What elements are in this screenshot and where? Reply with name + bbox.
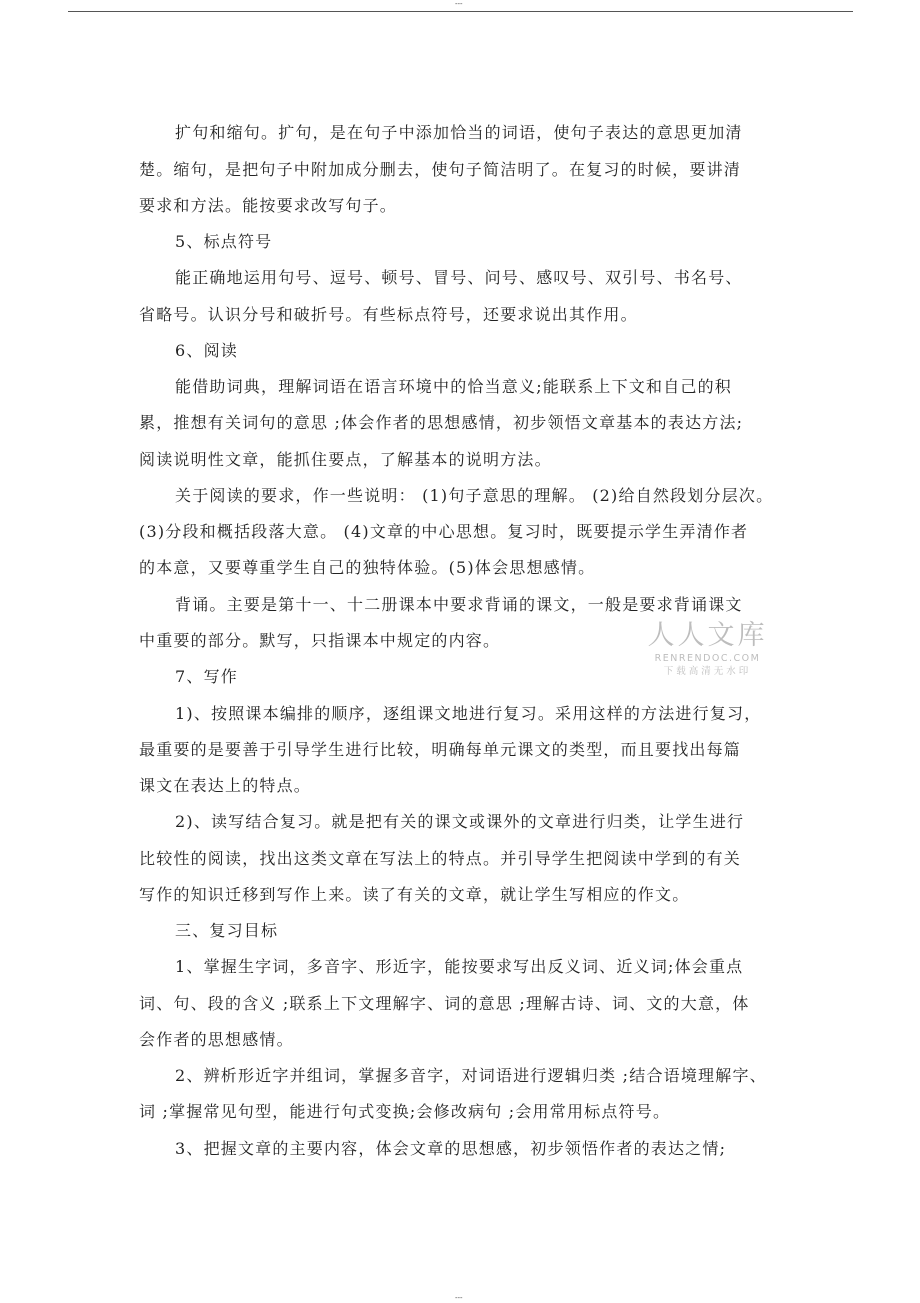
text-line: 3、把握文章的主要内容，体会文章的思想感，初步领悟作者的表达之情;	[175, 1139, 727, 1158]
text-line: 关于阅读的要求，作一些说明： (1)句子意思的理解。 (2)给自然段划分层次。	[175, 486, 774, 505]
watermark-url: RENRENDOC.COM	[654, 653, 761, 664]
text-line: 背诵。主要是第十一、十二册课本中要求背诵的课文，一般是要求背诵课文	[175, 595, 743, 614]
text-line: 2、辨析形近字并组词，掌握多音字，对词语进行逻辑归类 ;结合语境理解字、	[175, 1066, 767, 1085]
watermark-title: 人人文库	[647, 620, 768, 651]
text-line: 能正确地运用句号、逗号、顿号、冒号、问号、感叹号、双引号、书名号、	[175, 268, 743, 287]
text-line: (3)分段和概括段落大意。 (4)文章的中心思想。复习时，既要提示学生弄清作者	[139, 522, 749, 541]
text-line: 词、句、段的含义 ;联系上下文理解字、词的意思 ;理解古诗、词、文的大意，体	[139, 994, 750, 1013]
text-line: 比较性的阅读，找出这类文章在写法上的特点。并引导学生把阅读中学到的有关	[139, 849, 742, 868]
section-heading: 6、阅读	[175, 341, 238, 360]
text-line: 省略号。认识分号和破折号。有些标点符号，还要求说出其作用。	[139, 305, 638, 324]
text-line: 写作的知识迁移到写作上来。读了有关的文章，就让学生写相应的作文。	[139, 885, 690, 904]
text-line: 最重要的是要善于引导学生进行比较，明确每单元课文的类型，而且要找出每篇	[139, 740, 742, 759]
section-heading: 7、写作	[175, 667, 238, 686]
text-line: 词 ;掌握常见句型，能进行句式变换;会修改病句 ;会用常用标点符号。	[139, 1102, 671, 1121]
text-line: 累，推想有关词句的意思 ;体会作者的思想感情，初步领悟文章基本的表达方法;	[139, 413, 744, 432]
text-line: 楚。缩句，是把句子中附加成分删去，使句子简洁明了。在复习的时候，要讲清	[139, 160, 742, 179]
text-line: 课文在表达上的特点。	[139, 776, 312, 795]
header-rule	[68, 11, 853, 12]
text-line: 中重要的部分。默写，只指课本中规定的内容。	[139, 631, 501, 650]
text-line: 阅读说明性文章，能抓住要点，了解基本的说明方法。	[139, 450, 552, 469]
header-mark: ---	[455, 0, 463, 8]
section-heading: 5、标点符号	[175, 232, 273, 251]
text-line: 2)、读写结合复习。就是把有关的课文或课外的文章进行归类，让学生进行	[175, 812, 745, 831]
text-line: 扩句和缩句。扩句，是在句子中添加恰当的词语，使句子表达的意思更加清	[175, 123, 743, 142]
text-line: 能借助词典，理解词语在语言环境中的恰当意义;能联系上下文和自己的积	[175, 377, 732, 396]
watermark-logo	[640, 620, 775, 678]
text-line: 1)、按照课本编排的顺序，逐组课文地进行复习。采用这样的方法进行复习，	[175, 704, 762, 723]
text-line: 要求和方法。能按要求改写句子。	[139, 196, 398, 215]
watermark-subtitle: 下载高清无水印	[663, 666, 752, 677]
text-line: 会作者的思想感情。	[139, 1030, 294, 1049]
text-line: 1、掌握生字词，多音字、形近字，能按要求写出反义词、近义词;体会重点	[175, 957, 744, 976]
section-heading: 三、复习目标	[175, 921, 279, 940]
text-line: 的本意，又要尊重学生自己的独特体验。(5)体会思想感情。	[139, 558, 596, 577]
footer-mark: ---	[455, 1294, 463, 1302]
